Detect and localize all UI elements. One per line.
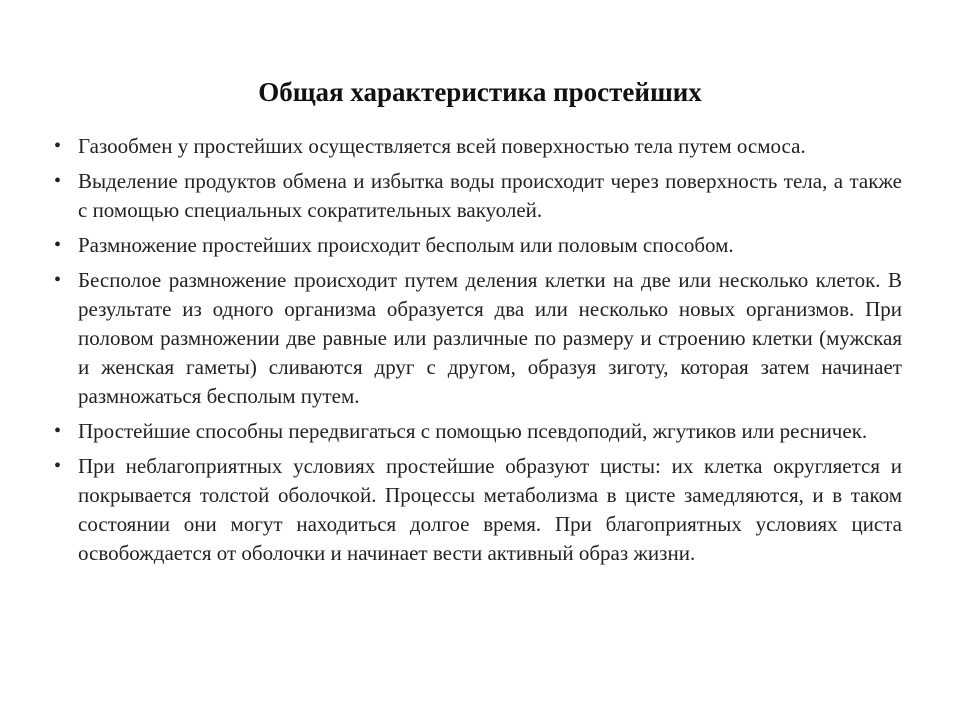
bullet-item [50,266,902,411]
bullet-text: Газообмен у простейших осуществляется всей поверхностью тела путем осмоса. [78,134,806,158]
bullet-marker: • [54,269,62,291]
bullet-item [50,231,902,260]
bullet-item [50,452,902,568]
bullet-item [50,132,902,161]
bullet-marker: • [54,455,62,477]
bullet-marker: • [54,234,62,256]
bullet-marker: • [54,420,62,442]
bullet-text: Бесполое размножение происходит путем деления клетки на две или несколько клеток. В результате из одного организма образуется два или несколько новых организмов. При половом размножении две равные или различные по размеру и строению клетки (мужская и женская гаметы) сливаются друг с другом, образуя зиготу, которая затем начинает размножаться бесполым путем. [78,268,902,408]
slide-title: Общая характеристика простейших [258,77,702,107]
bullet-text: Выделение продуктов обмена и избытка воды происходит через поверхность тела, а также с помощью специальных сократительных вакуолей. [78,169,902,222]
bullet-marker: • [54,135,62,157]
bullet-list [50,132,902,574]
bullet-text: Простейшие способны передвигаться с помощью псевдоподий, жгутиков или ресничек. [78,419,868,443]
bullet-text: Размножение простейших происходит бесполым или половым способом. [78,233,734,257]
bullet-text: При неблагоприятных условиях простейшие образуют цисты: их клетка округляется и покрывается толстой оболочкой. Процессы метаболизма в цисте замедляются, и в таком состоянии они могут находиться долгое время. При благоприятных условиях циста освобождается от оболочки и начинает вести активный образ жизни. [78,454,902,565]
bullet-item [50,167,902,225]
bullet-marker: • [54,170,62,192]
bullet-item [50,417,902,446]
